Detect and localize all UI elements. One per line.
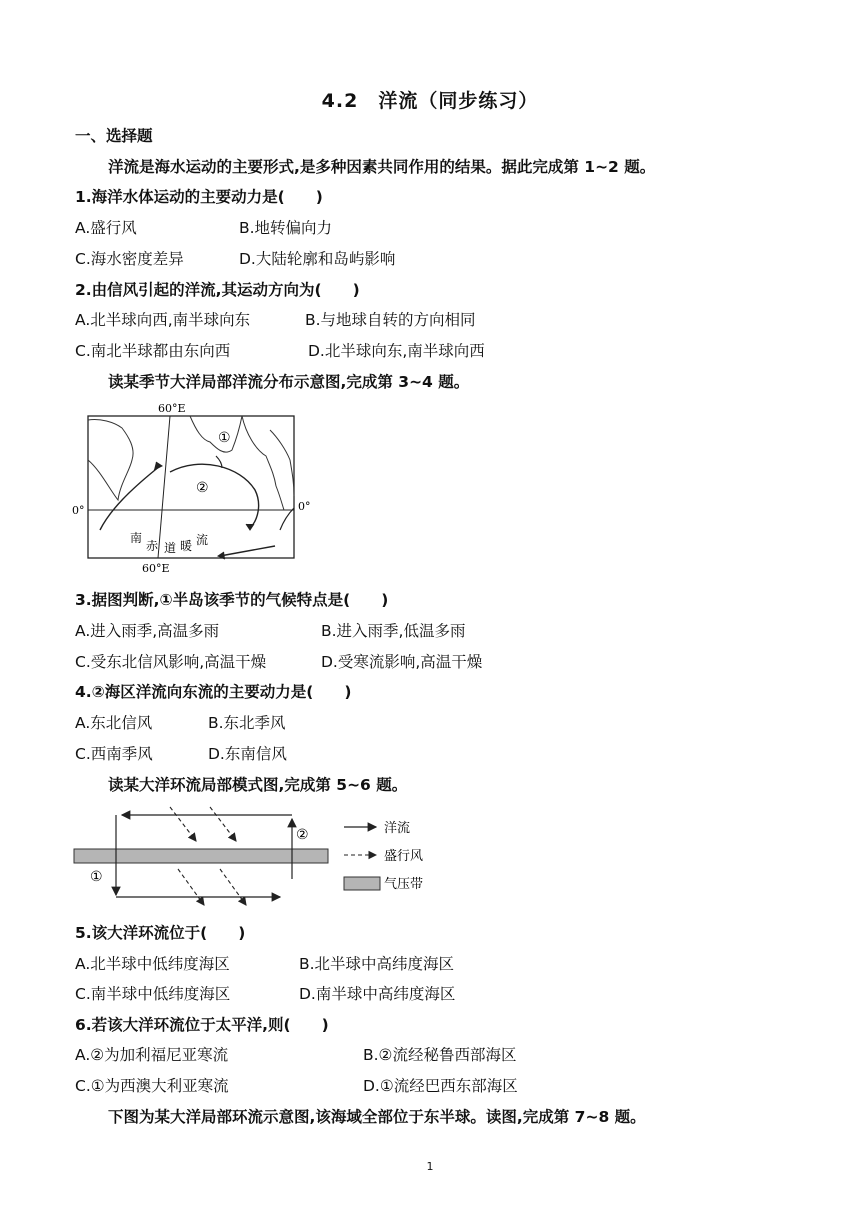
current-char: 流 xyxy=(196,533,209,547)
lat-label-left: 0° xyxy=(72,504,85,517)
q5-option-a: A.北半球中低纬度海区 xyxy=(75,955,230,973)
q3-option-c: C.受东北信风影响,高温干燥 xyxy=(75,653,267,671)
q6-stem: 6.若该大洋环流位于太平洋,则( ) xyxy=(75,1016,329,1034)
lat-label-right: 0° xyxy=(298,500,311,513)
current-char: 南 xyxy=(130,531,143,545)
circulation-model-diagram xyxy=(70,805,470,915)
wind-arrow xyxy=(220,869,246,905)
current-arrow-east xyxy=(170,464,259,528)
current-char: 赤 xyxy=(146,539,159,553)
page-title: 4.2 洋流（同步练习） xyxy=(321,90,539,112)
q4-option-c: C.西南季风 xyxy=(75,745,153,763)
q3-option-b: B.进入雨季,低温多雨 xyxy=(321,622,466,640)
coastline-peninsula xyxy=(242,416,284,510)
legend-pressure-symbol xyxy=(344,877,380,890)
q2-option-b: B.与地球自转的方向相同 xyxy=(305,311,476,329)
q4-option-a: A.东北信风 xyxy=(75,714,153,732)
pressure-belt xyxy=(74,849,328,863)
q4-stem: 4.②海区洋流向东流的主要动力是( ) xyxy=(75,683,352,701)
q6-option-c: C.①为西澳大利亚寒流 xyxy=(75,1077,229,1095)
q2-option-d: D.北半球向东,南半球向西 xyxy=(308,342,485,360)
q6-option-d: D.①流经巴西东部海区 xyxy=(363,1077,518,1095)
q3-option-a: A.进入雨季,高温多雨 xyxy=(75,622,220,640)
coastline-west xyxy=(88,419,133,500)
q1-option-d: D.大陆轮廓和岛屿影响 xyxy=(239,250,396,268)
intro-q1-2: 洋流是海水运动的主要形式,是多种因素共同作用的结果。据此完成第 1~2 题。 xyxy=(108,158,656,176)
intro-q5-6: 读某大洋环流局部模式图,完成第 5~6 题。 xyxy=(108,776,408,794)
current-char: 暖 xyxy=(180,539,193,553)
ocean-current-map xyxy=(70,400,320,578)
q6-option-b: B.②流经秘鲁西部海区 xyxy=(363,1046,517,1064)
current-char: 道 xyxy=(164,541,177,555)
intro-q3-4: 读某季节大洋局部洋流分布示意图,完成第 3~4 题。 xyxy=(108,373,470,391)
q1-option-b: B.地转偏向力 xyxy=(239,219,333,237)
marker-1: ① xyxy=(90,869,103,885)
wind-arrow xyxy=(178,869,204,905)
legend-wind-label: 盛行风 xyxy=(384,849,424,864)
coastline-east xyxy=(270,430,294,496)
section-heading: 一、选择题 xyxy=(75,127,153,145)
legend-pressure-label: 气压带 xyxy=(384,877,424,892)
current-arrow-west xyxy=(100,466,160,530)
q2-option-c: C.南北半球都由东向西 xyxy=(75,342,231,360)
q3-stem: 3.据图判断,①半岛该季节的气候特点是( ) xyxy=(75,591,389,609)
legend-current-label: 洋流 xyxy=(384,821,411,836)
page-number: 1 xyxy=(426,1160,434,1173)
map-frame xyxy=(88,416,294,558)
q2-stem: 2.由信风引起的洋流,其运动方向为( ) xyxy=(75,281,360,299)
current-arrow-se xyxy=(280,508,294,530)
meridian-line xyxy=(158,416,170,558)
marker-2: ② xyxy=(196,480,209,496)
q3-option-d: D.受寒流影响,高温干燥 xyxy=(321,653,483,671)
q1-option-c: C.海水密度差异 xyxy=(75,250,184,268)
q5-option-d: D.南半球中高纬度海区 xyxy=(299,985,456,1003)
wind-arrow xyxy=(210,807,236,841)
marker-2: ② xyxy=(296,827,309,843)
q4-option-b: B.东北季风 xyxy=(208,714,286,732)
q2-option-a: A.北半球向西,南半球向东 xyxy=(75,311,251,329)
current-arrow-south xyxy=(220,546,275,556)
marker-1: ① xyxy=(218,430,231,446)
q5-option-c: C.南半球中低纬度海区 xyxy=(75,985,231,1003)
lon-label-bottom: 60°E xyxy=(142,562,170,575)
q6-option-a: A.②为加利福尼亚寒流 xyxy=(75,1046,229,1064)
q1-option-a: A.盛行风 xyxy=(75,219,137,237)
q1-stem: 1.海洋水体运动的主要动力是( ) xyxy=(75,188,323,206)
arrowhead xyxy=(154,462,162,470)
lon-label-top: 60°E xyxy=(158,402,186,415)
coastline-north xyxy=(190,416,242,452)
arrowhead xyxy=(246,524,254,530)
q5-stem: 5.该大洋环流位于( ) xyxy=(75,924,246,942)
wind-arrow xyxy=(170,807,196,841)
intro-q7-8: 下图为某大洋局部环流示意图,该海域全部位于东半球。读图,完成第 7~8 题。 xyxy=(108,1108,646,1126)
q4-option-d: D.东南信风 xyxy=(208,745,287,763)
q5-option-b: B.北半球中高纬度海区 xyxy=(299,955,455,973)
